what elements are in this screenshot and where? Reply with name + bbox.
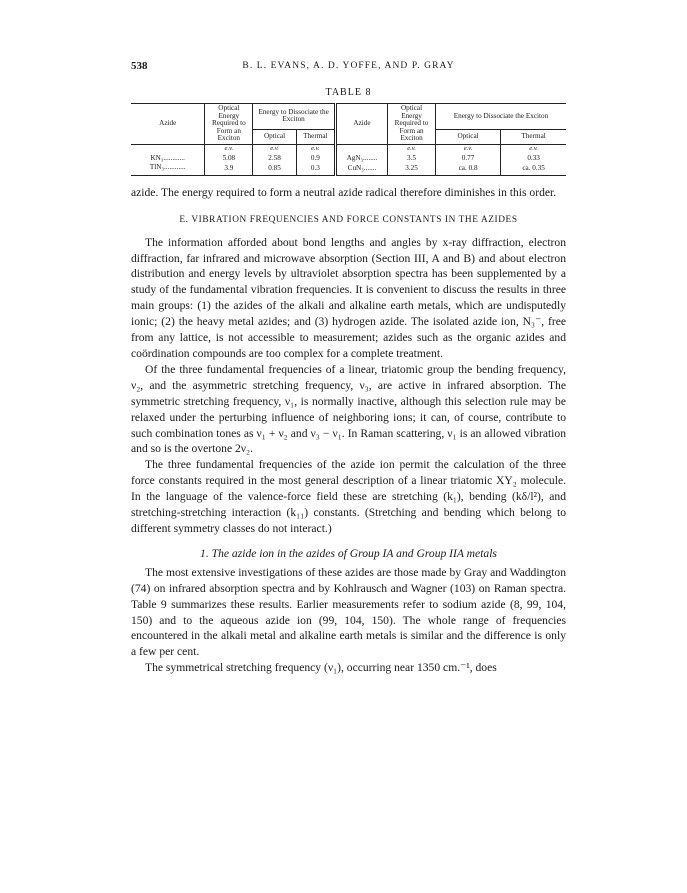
cell-optical: 2.58 [253,154,297,164]
cell-thermal: ca. 0.35 [522,164,545,173]
paragraph: The symmetrical stretching frequency (ν₁), occurring near 1350 cm.⁻¹, does [145,661,497,675]
cell-azide: TlN₃............ [131,163,205,175]
unit-label: e.v. [435,144,500,153]
cell-exciton: 3.25 [388,163,436,175]
azide-table [131,103,566,176]
header-optical-right: Optical [435,129,500,144]
header-azide-left: Azide [131,104,205,145]
page-number: 538 [131,60,148,72]
cell-exciton: 3.5 [388,154,436,164]
header-thermal-left: Thermal [296,129,335,144]
unit-label: e.v. [205,144,253,153]
cell-optical: 0.85 [253,163,297,175]
header-azide-right: Azide [335,104,387,145]
section-heading: E. VIBRATION FREQUENCIES AND FORCE CONSTANTS IN THE AZIDES [179,214,518,225]
paragraph: azide. The energy required to form a neutral azide radical therefore diminishes in this order. [131,185,557,199]
table-row [131,154,566,164]
paragraph: Of the three fundamental frequencies of a linear, triatomic group the bending frequency, ν₂, and the asymmetric stretching frequency, ν₃, are active in infrared absorption. The symmetric stretching frequency, ν₁, is normally inactive, although this selection rule may be relaxed under the perturbing influence of neighboring ions; it can, of course, contribute to such combination tones as ν₁ + ν₂ and ν₃ − ν₁. In Raman scattering, ν₁ is an allowed vibration and so is the overtone 2ν₂. [131,362,566,456]
header-dissociate-right: Energy to Dissociate the Exciton [435,104,566,130]
header-dissociate-left: Energy to Dissociate the Exciton [253,104,336,130]
unit-label: e.v. [253,144,297,153]
unit-label: e.v. [529,144,538,152]
units-row [131,144,566,153]
cell-azide: AgN₃........ [335,154,387,164]
cell-thermal: 0.9 [296,154,335,164]
subsection-heading: 1. The azide ion in the azides of Group IA and Group IIA metals [200,546,497,560]
page-header [131,60,566,76]
header-exciton-left: Optical Energy Required to Form an Exciton [205,104,253,145]
cell-azide: CuN₃....... [335,163,387,175]
cell-optical: 0.77 [435,154,500,164]
running-head: B. L. EVANS, A. D. YOFFE, AND P. GRAY [242,61,455,71]
unit-label: e.v. [388,144,436,153]
unit-label: e.v. [296,144,335,153]
cell-exciton: 3.9 [205,163,253,175]
cell-optical: ca. 0.8 [435,163,500,175]
cell-exciton: 5.08 [205,154,253,164]
table-title: TABLE 8 [325,87,372,98]
header-exciton-right: Optical Energy Required to Form an Exciton [388,104,436,145]
paragraph: The information afforded about bond lengths and angles by x-ray diffraction, electron diffraction, far infrared and microwave absorption (Section III, A and B) and about electron distribution and energy levels by ultraviolet absorption spectra has been supplemented by a study of the fundamental vibration frequencies. It is convenient to discuss the results in three main groups: (1) the azides of the alkali and alkaline earth metals, which are undisputedly ionic; (2) the heavy metal azides; and (3) hydrogen azide. The isolated azide ion, N₃⁻, free from any lattice, is not accessible to measurement; azides such as the organic azides and coördination compounds are too complex for a complete treatment. [131,235,566,361]
body-text [131,185,566,676]
page [131,60,566,676]
table-row [131,163,566,175]
cell-thermal: 0.33 [527,153,540,162]
cell-azide: KN₃............ [131,154,205,164]
paragraph: The three fundamental frequencies of the azide ion permit the calculation of the three force constants required in the most general description of a linear triatomic XY₂ molecule. In the language of the valence-force field these are stretching (k₁), bending (kδ/l²), and stretching-stretching interaction (k₁₁) constants. (Stretching and bending which belong to different symmetry classes do not interact.) [131,458,566,535]
header-optical-left: Optical [253,129,297,144]
cell-thermal: 0.3 [296,163,335,175]
header-thermal-right: Thermal [501,129,566,144]
paragraph: The most extensive investigations of these azides are those made by Gray and Waddington (74) on infrared absorption spectra and by Kohlrausch and Wagner (103) on Raman spectra. Table 9 summarizes these results. Earlier measurements refer to sodium azide (8, 99, 104, 150) and to the aqueous azide ion (99, 104, 150). The whole range of frequencies encountered in the alkali metal and alkaline earth metals is similar and the difference is only a few per cent. [131,565,566,659]
